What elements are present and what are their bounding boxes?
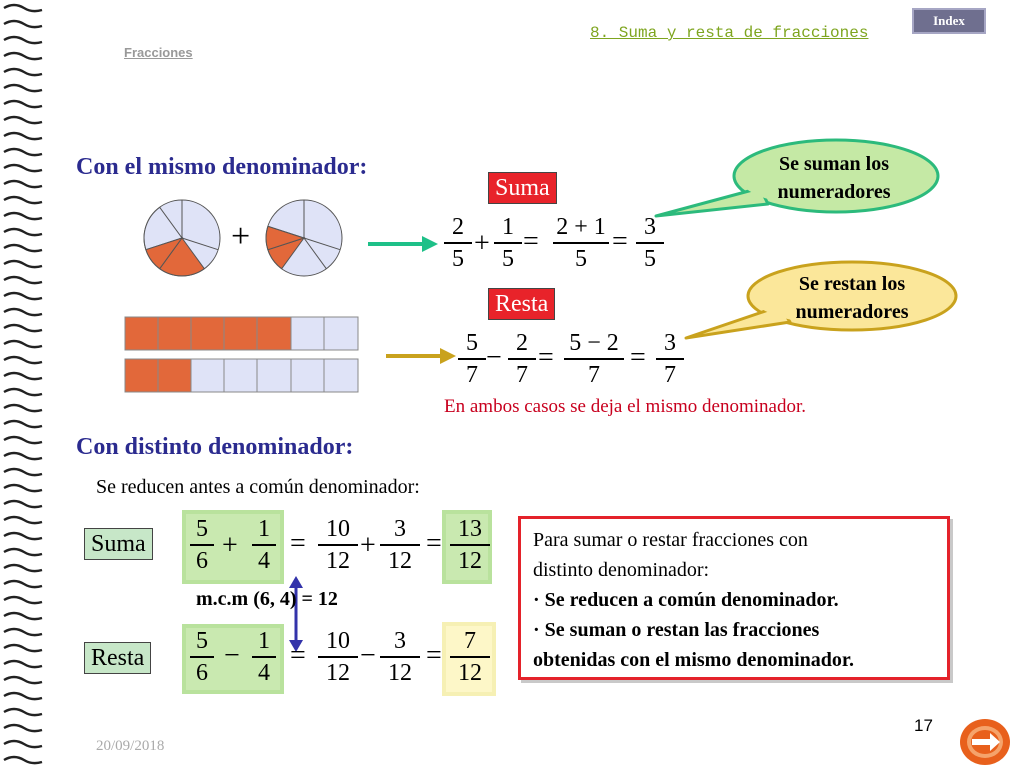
subtraction-bubble-text: Se restan los numeradores [795,273,909,323]
subtraction-tag-2: Resta [84,642,151,674]
spiral-binding [0,0,48,768]
fraction-3-12: 3 12 [380,628,420,686]
bar-fraction-illustration [124,316,360,394]
fraction-5-6: 5 6 [190,516,214,574]
slide-date: 20/09/2018 [96,738,165,754]
sum-tag-2: Suma [84,528,153,560]
lcm-label: m.c.m (6, 4) = 12 [196,588,338,610]
pie-fraction-illustration [142,198,364,280]
plus-sign: + [231,218,251,255]
fraction-3-7: 3 7 [656,330,684,388]
plus-operator: + [360,530,376,561]
fraction-2-7: 2 7 [508,330,536,388]
info-line: distinto denominador: [533,559,710,581]
plus-operator: + [474,228,490,259]
minus-operator: − [486,342,502,373]
fraction-10-12: 10 12 [318,516,358,574]
bar-two-sevenths [125,359,358,392]
green-arrow-icon [368,234,438,254]
equals-operator: = [630,342,646,373]
next-arrow-icon[interactable] [958,717,1012,767]
sum-bubble-text: Se suman los numeradores [777,153,891,203]
info-line: · Se suman o restan las fracciones [533,619,820,641]
same-denominator-heading: Con el mismo denominador: [76,154,368,180]
fraction-3-12: 3 12 [380,516,420,574]
info-line: Para sumar o restar fracciones con [533,529,808,551]
equals-operator: = [290,528,306,559]
fraction-13-12: 13 12 [450,516,490,574]
common-denominator-intro: Se reducen antes a común denominador: [96,476,420,498]
equals-operator: = [538,342,554,373]
fraction-5minus2-7: 5 − 2 7 [564,330,624,388]
info-line: obtenidas con el mismo denominador. [533,649,854,671]
same-denominator-note: En ambos casos se deja el mismo denominador. [444,396,806,417]
equals-operator: = [612,226,628,257]
gold-arrow-icon [386,346,456,366]
minus-operator: − [224,640,240,671]
fraction-2plus1-5: 2 + 1 5 [553,214,609,272]
info-line: · Se reducen a común denominador. [533,589,839,611]
equals-operator: = [523,226,539,257]
equals-operator: = [290,640,306,671]
equals-operator: = [426,528,442,559]
fraction-10-12: 10 12 [318,628,358,686]
fraction-1-4: 1 4 [252,516,276,574]
breadcrumb-link[interactable]: Fracciones [124,45,193,60]
fraction-3-5: 3 5 [636,214,664,272]
pie-two-fifths [144,200,220,276]
sum-tag: Suma [488,172,557,204]
fraction-1-5: 1 5 [494,214,522,272]
fraction-7-12: 7 12 [450,628,490,686]
fraction-1-4: 1 4 [252,628,276,686]
page-number: 17 [914,716,933,735]
pie-one-fifth [266,200,342,276]
fraction-2-5: 2 5 [444,214,472,272]
rule-info-box [518,516,950,680]
subtraction-tag: Resta [488,288,555,320]
index-button[interactable]: Index [912,8,986,34]
bar-five-sevenths [125,317,358,350]
equals-operator: = [426,640,442,671]
fraction-5-6: 5 6 [190,628,214,686]
minus-operator: − [360,640,376,671]
different-denominator-heading: Con distinto denominador: [76,434,354,460]
plus-operator: + [222,530,238,561]
slide-title-link[interactable]: 8. Suma y resta de fracciones [590,24,869,42]
fraction-5-7: 5 7 [458,330,486,388]
